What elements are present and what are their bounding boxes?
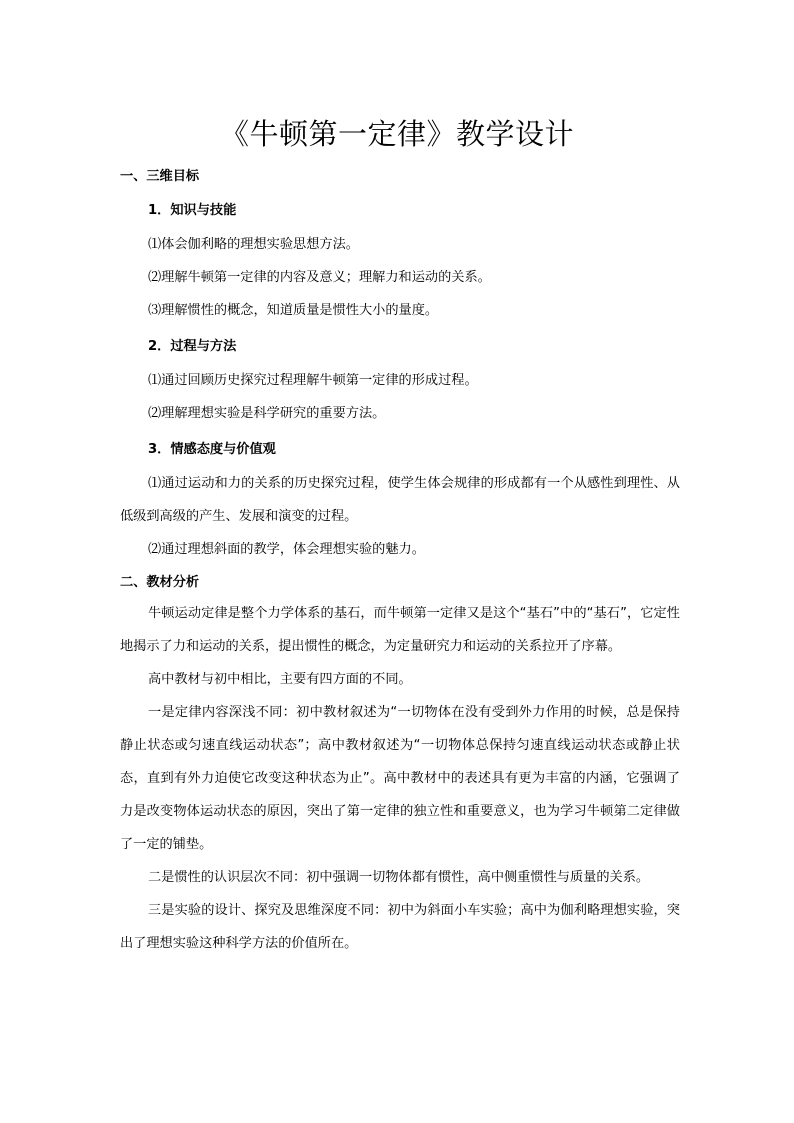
subsection-heading-knowledge: 1．知识与技能 xyxy=(148,203,237,218)
list-item: ⑴体会伽利略的理想实验思想方法。 xyxy=(148,237,359,252)
list-item: ⑴通过运动和力的关系的历史探究过程，使学生体会规律的形成都有一个从感性到理性、从低级到高级的产生、发展和演变的过程。 xyxy=(120,476,680,524)
subsection-heading-attitude: 3．情感态度与价值观 xyxy=(148,442,276,457)
section-heading-textbook: 二、教材分析 xyxy=(120,575,200,590)
list-item: ⑶理解惯性的概念，知道质量是惯性大小的量度。 xyxy=(148,303,439,318)
document-title: 《牛顿第一定律》教学设计 xyxy=(219,117,574,151)
paragraph: 三是实验的设计、探究及思维深度不同：初中为斜面小车实验；高中为伽利略理想实验，突出了理想实验这种科学方法的价值所在。 xyxy=(120,903,680,951)
paragraph: 高中教材与初中相比，主要有四方面的不同。 xyxy=(148,672,412,687)
subsection-heading-process: 2．过程与方法 xyxy=(148,339,237,354)
list-item: ⑵理解牛顿第一定律的内容及意义；理解力和运动的关系。 xyxy=(148,270,491,285)
section-heading-goals: 一、三维目标 xyxy=(120,169,200,184)
document-body xyxy=(120,160,680,960)
list-item: ⑴通过回顾历史探究过程理解牛顿第一定律的形成过程。 xyxy=(148,373,478,388)
paragraph: 牛顿运动定律是整个力学体系的基石，而牛顿第一定律又是这个“基石”中的“基石”，它定性地揭示了力和运动的关系，提出惯性的概念，为定量研究力和运动的关系拉开了序幕。 xyxy=(120,606,680,654)
paragraph: 一是定律内容深浅不同：初中教材叙述为“一切物体在没有受到外力作用的时候，总是保持静止状态或匀速直线运动状态”；高中教材叙述为“一切物体总保持匀速直线运动状态或静止状态，直到有外力迫使它改变这种状态为止”。高中教材中的表述具有更为丰富的内涵，它强调了力是改变物体运动状态的原因，突出了第一定律的独立性和重要意义，也为学习牛顿第二定律做了一定的铺垫。 xyxy=(120,705,680,852)
list-item: ⑵理解理想实验是科学研究的重要方法。 xyxy=(148,406,386,421)
list-item: ⑵通过理想斜面的教学，体会理想实验的魅力。 xyxy=(148,542,425,557)
paragraph: 二是惯性的认识层次不同：初中强调一切物体都有惯性，高中侧重惯性与质量的关系。 xyxy=(148,870,650,885)
